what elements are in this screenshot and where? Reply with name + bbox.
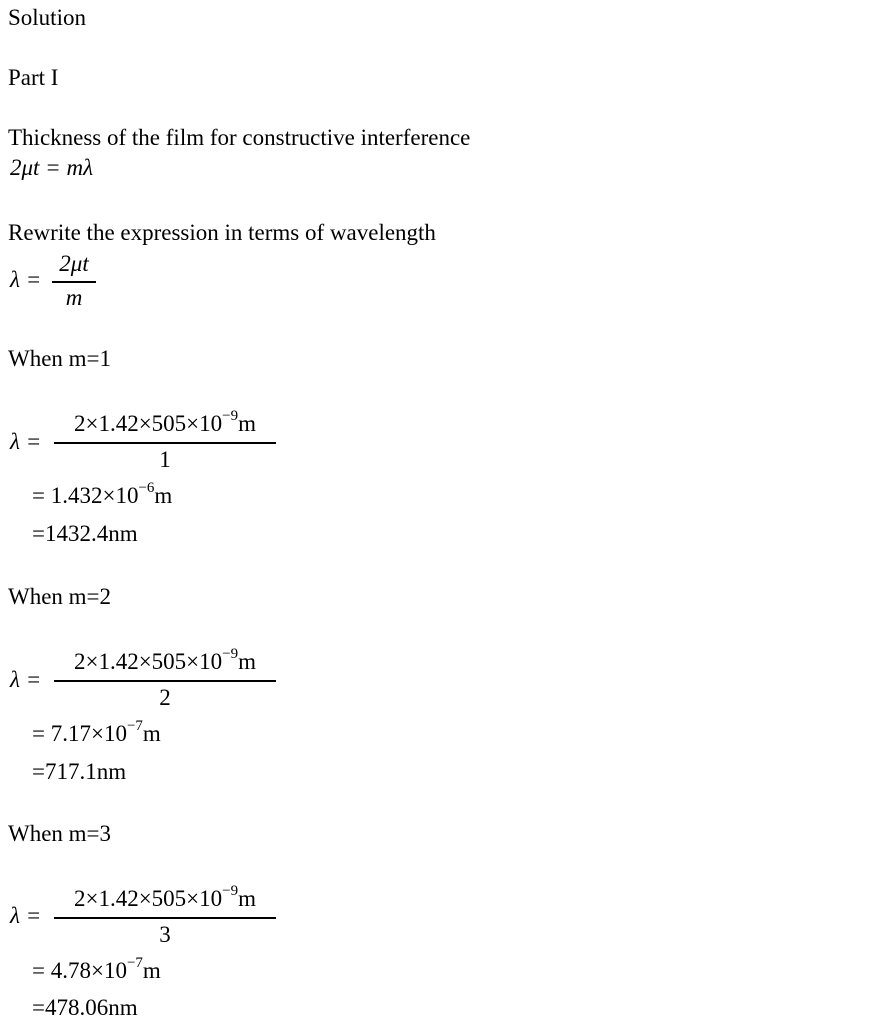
step-main: = 7.17×10: [32, 721, 127, 746]
fraction-bar: [52, 281, 96, 283]
fraction-bar: [54, 442, 276, 444]
step-main: = 1.432×10: [32, 483, 139, 508]
intro-text: Thickness of the film for constructive interference: [8, 125, 471, 150]
case-fraction: [54, 883, 276, 949]
case-step: [32, 957, 161, 985]
rewrite-fraction: [52, 250, 96, 314]
numerator-exponent: −9: [222, 408, 239, 425]
step-exponent: −6: [138, 480, 155, 497]
case-lhs: [10, 666, 41, 694]
fraction-bar: [54, 680, 276, 682]
step-exponent: −7: [126, 955, 143, 972]
case-numerator: [54, 885, 276, 913]
numerator-main: 2×1.42×505×10: [73, 411, 223, 436]
case-label: When m=3: [8, 821, 112, 846]
solution-heading: Solution: [8, 5, 86, 30]
lambda-symbol: λ =: [10, 903, 42, 928]
rewrite-text: Rewrite the expression in terms of wavelength: [8, 220, 436, 245]
lambda-symbol: λ =: [10, 667, 42, 692]
constructive-equation: 2μt = mλ: [10, 155, 94, 180]
case-lhs: [10, 902, 41, 930]
fraction-bar: [54, 917, 276, 919]
rewrite-lhs: λ =: [10, 267, 42, 292]
step-exponent: −7: [126, 718, 143, 735]
numerator-main: 2×1.42×505×10: [73, 649, 223, 674]
case-fraction: [54, 646, 276, 712]
case-denominator: 2: [159, 685, 171, 710]
case-label: When m=2: [8, 584, 112, 609]
numerator-exponent: −9: [222, 883, 239, 900]
case-result: =478.06nm: [32, 995, 138, 1020]
case-numerator: [54, 648, 276, 676]
case-fraction: [54, 408, 276, 474]
case-denominator: 3: [159, 922, 171, 947]
case-label: When m=1: [8, 346, 112, 371]
part-label: Part I: [8, 65, 59, 90]
case-step: [32, 482, 172, 510]
case-denominator: 1: [159, 447, 171, 472]
numerator-unit: m: [238, 886, 257, 911]
numerator-unit: m: [238, 411, 257, 436]
step-main: = 4.78×10: [32, 958, 127, 983]
case-result: =717.1nm: [32, 759, 127, 784]
numerator-main: 2×1.42×505×10: [73, 886, 223, 911]
step-unit: m: [142, 958, 161, 983]
rewrite-denominator: m: [65, 285, 83, 310]
step-unit: m: [154, 483, 173, 508]
step-unit: m: [142, 721, 161, 746]
numerator-exponent: −9: [222, 646, 239, 663]
case-lhs: [10, 428, 41, 456]
lambda-symbol: λ =: [10, 429, 42, 454]
case-result: =1432.4nm: [32, 521, 138, 546]
case-step: [32, 720, 161, 748]
numerator-unit: m: [238, 649, 257, 674]
case-numerator: [54, 410, 276, 438]
rewrite-numerator: 2μt: [59, 251, 89, 276]
